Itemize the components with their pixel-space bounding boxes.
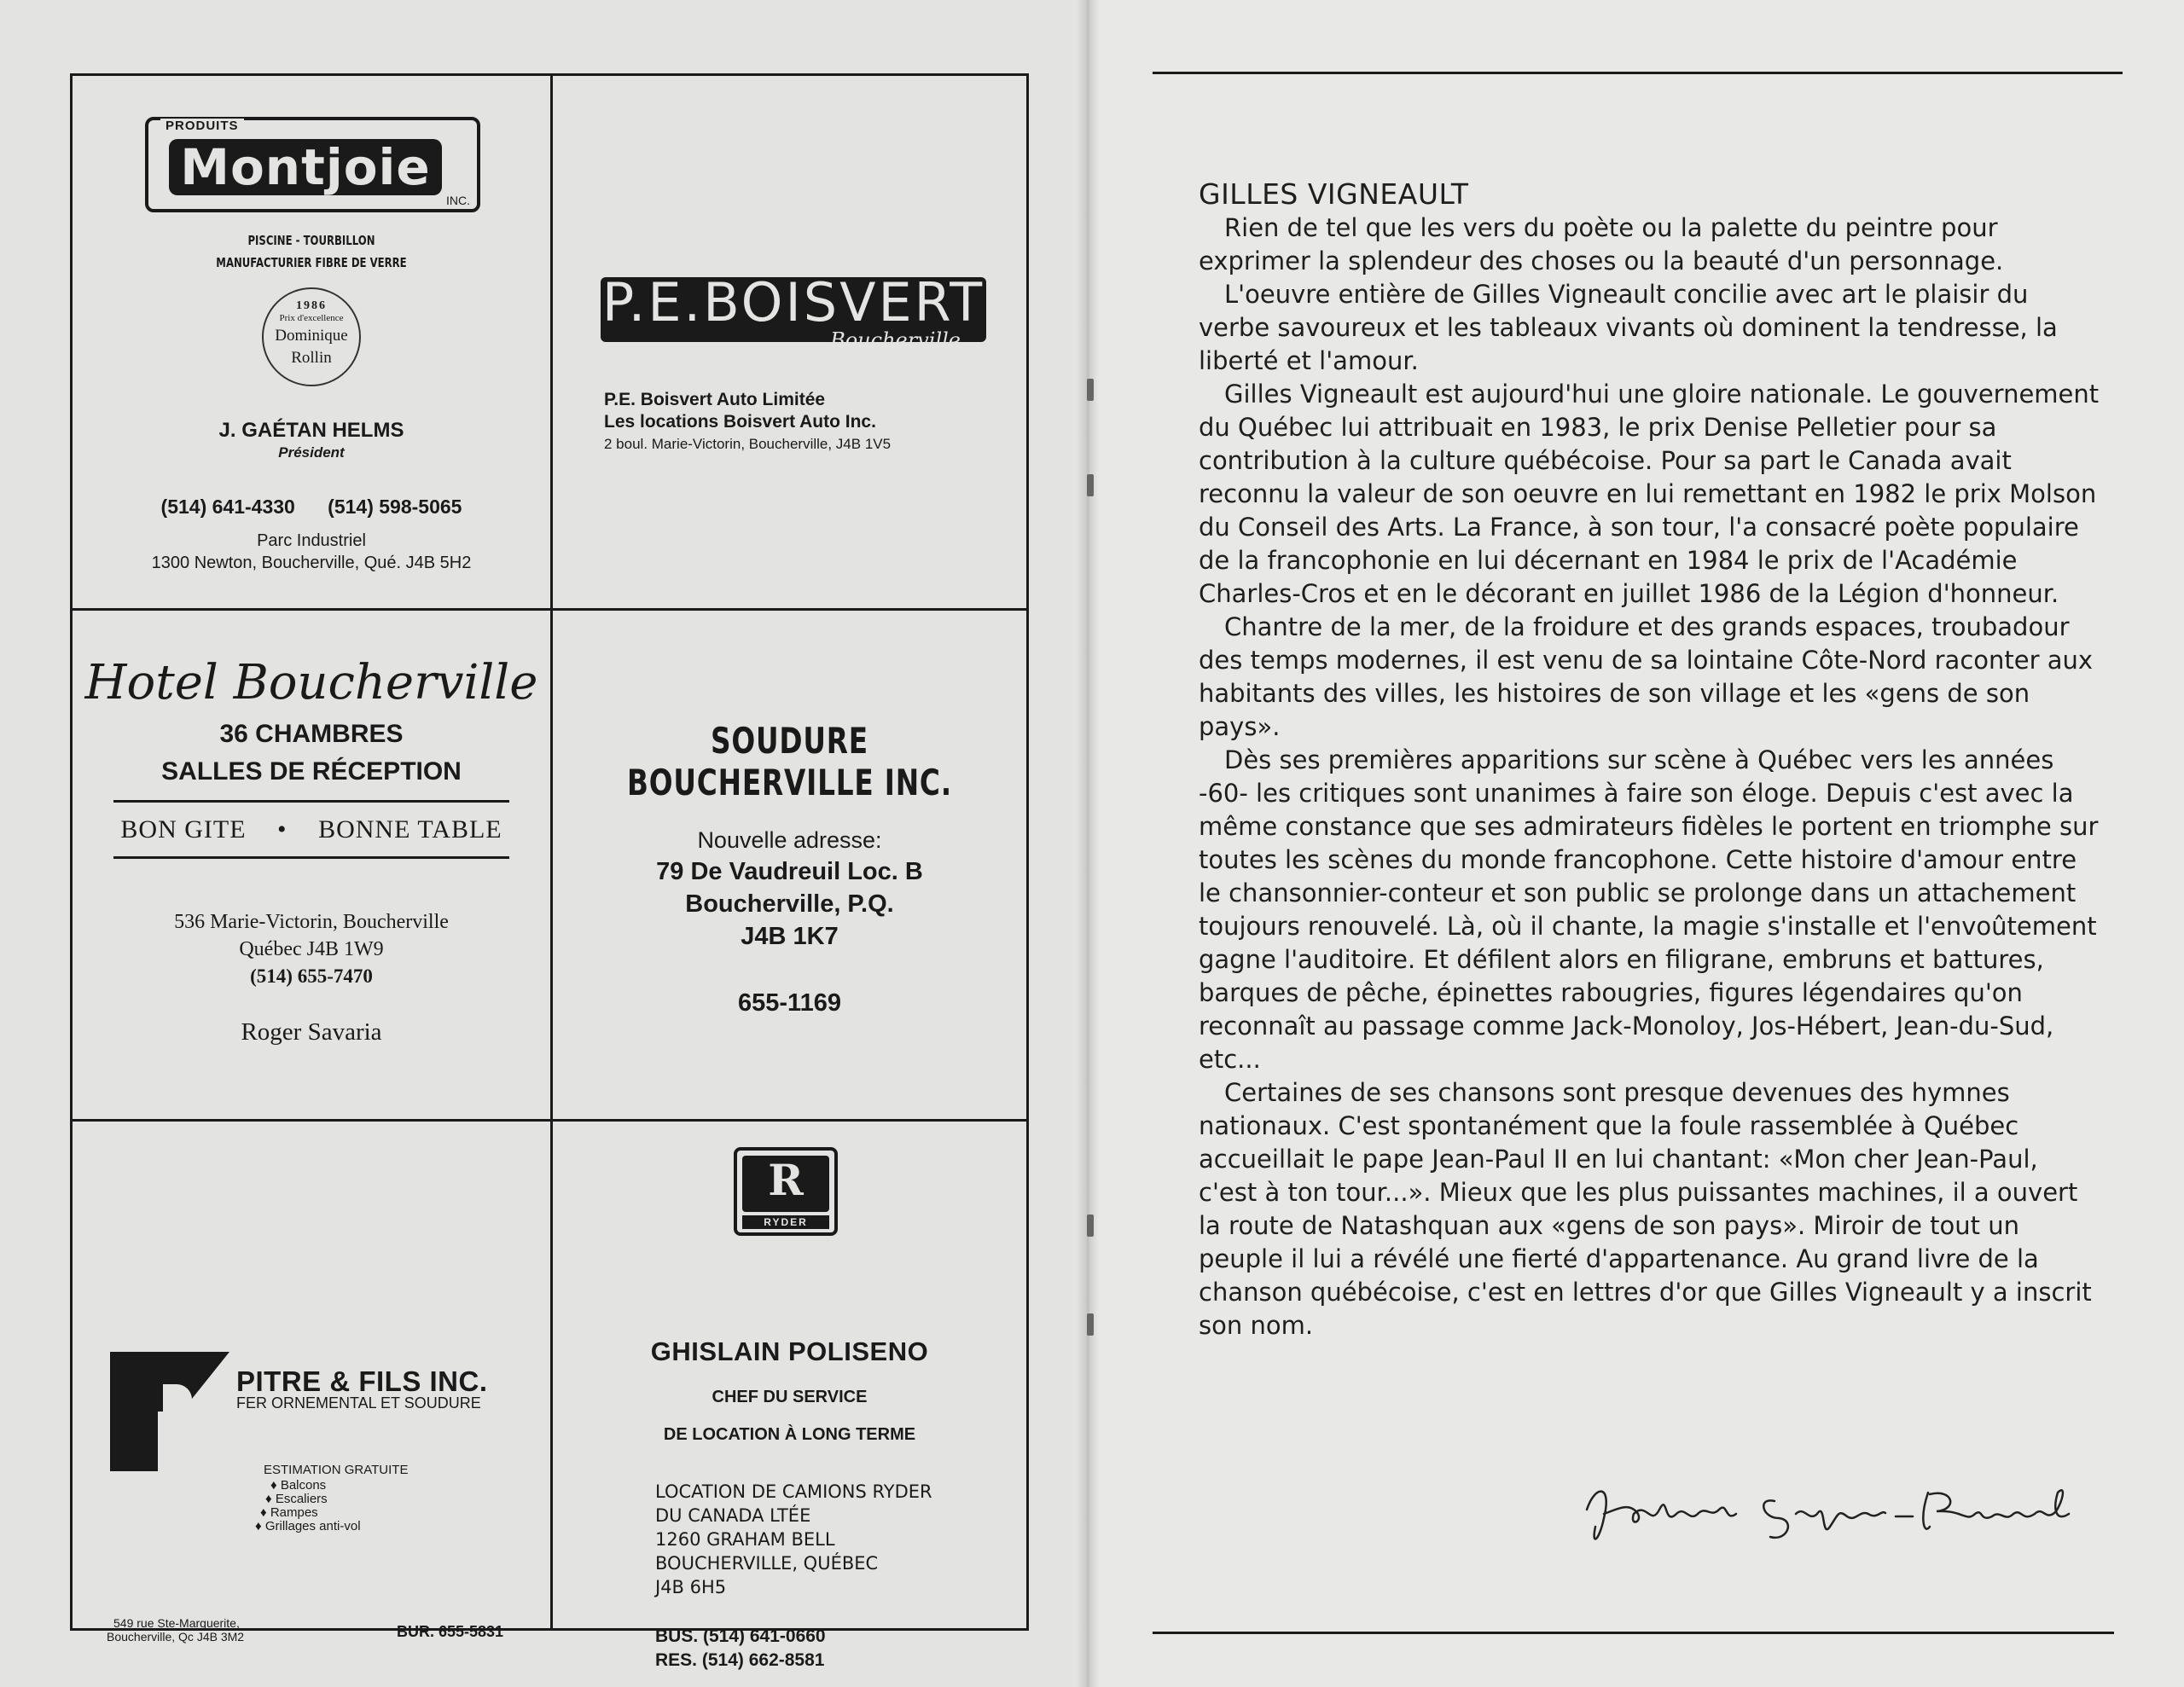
seal-prize: Prix d'excellence [279,313,344,323]
pitre-bur-phone: BUR. 655-5831 [397,1623,504,1640]
article-paragraph: Rien de tel que les vers du poète ou la palette du peintre pour exprimer la splendeur des choses ou la beauté d'un personnage. [1199,213,2004,275]
soudure-label: Nouvelle adresse: [697,827,882,853]
ad-boisvert [553,76,1026,608]
ad-montjoie [73,76,550,608]
staple [1087,474,1094,496]
montjoie-phones: (514) 641-4330 (514) 598-5065 [160,496,462,518]
boisvert-name: P.E.BOISVERT [601,271,985,333]
soudure-addr1: 79 De Vaudreuil Loc. B [656,858,923,885]
hotel-addr1: 536 Marie-Victorin, Boucherville [174,911,449,933]
ryder-addr-line: DU CANADA LTÉE [655,1505,811,1526]
hotel-bullet: • [277,815,288,844]
montjoie-addr1: Parc Industriel [257,531,366,550]
article-paragraph: L'oeuvre entière de Gilles Vigneault concilie avec art le plaisir du verbe savoureux et les tableaux vivants où dominent la tendresse, la liberté et l'amour. [1199,280,2058,375]
ryder-logo-letter: R [742,1156,829,1212]
hotel-line1: 36 CHAMBRES [219,720,404,748]
article-paragraph: Certaines de ses chansons sont presque devenues des hymnes nationaux. C'est spontanément que la foule rassemblée à Québec accueillait le pape Jean-Paul II en lui chantant: «Mon cher Jean-Paul, c'est à ton tour...». Mieux que les plus puissantes machines, il a ouvert la route de Natashquan aux «gens de son pays». Miroir de tout un peuple il lui a révélé une fierté d'appartenance. Au grand livre de la chanson québécoise, c'est en lettres d'or que Gilles Vigneault y a inscrit son nom. [1199,1078,2092,1340]
ryder-logo [734,1147,838,1236]
hotel-rule-top [113,800,509,803]
ryder-addr-line: 1260 GRAHAM BELL [655,1529,835,1550]
soudure-addr2: Boucherville, P.Q. [685,890,894,918]
hotel-gite-line [73,815,550,844]
montjoie-logo [145,117,480,212]
montjoie-inc: INC. [446,194,470,207]
pitre-item-rampes: ♦ Rampes [260,1505,318,1520]
ryder-address [655,1480,1129,1599]
left-page [0,0,1088,1687]
award-seal [262,287,361,386]
page-gutter [1077,0,1099,1687]
montjoie-addr2: 1300 Newton, Boucherville, Qué. J4B 5H2 [151,554,472,572]
hotel-line2: SALLES DE RÉCEPTION [161,757,462,786]
pitre-item-grillages: ♦ Grillages anti-vol [255,1519,361,1533]
ryder-bus-phone: BUS. (514) 641-0660 [655,1626,826,1646]
ryder-title1: CHEF DU SERVICE [712,1388,868,1406]
article-paragraph: Chantre de la mer, de la froidure et des grands espaces, troubadour des temps modernes, il est venu de sa lointaine Côte-Nord raconter aux habitants des villes, les histoires de son village et les «gens de son pays». [1199,612,2094,741]
ryder-addr-line: BOUCHERVILLE, QUÉBEC [655,1553,879,1574]
handwritten-signature [1578,1475,2090,1552]
pitre-item-escaliers: ♦ Escaliers [265,1492,328,1506]
montjoie-person: J. GAÉTAN HELMS [218,419,404,442]
article-paragraph: Gilles Vigneault est aujourd'hui une gloire nationale. Le gouvernement du Québec lui attribuait en 1983, le prix Denise Pelletier pour sa contribution à la culture québécoise. Pour sa part le Canada avait reconnu la valeur de son oeuvre en lui remettant en 1982 le prix Molson du Conseil des Arts. La France, à son tour, l'a consacré poète populaire de la francophonie en lui décernant en 1984 le prix de l'Académie Charles-Cros et en le décorant en juillet 1986 de la Légion d'honneur. [1199,380,2100,608]
article-title: GILLES VIGNEAULT [1199,177,1469,211]
ryder-logo-label: RYDER [742,1215,829,1229]
ad-grid [70,73,1029,1670]
staple [1087,379,1094,401]
soudure-name: SOUDURE BOUCHERVILLE INC. [627,720,952,803]
pitre-addr2: Boucherville, Qc J4B 3M2 [107,1630,245,1644]
staple [1087,1313,1094,1336]
ad-ryder [553,1122,1026,1670]
montjoie-produits: PRODUITS [160,119,244,133]
seal-name1: Dominique [275,327,348,345]
pitre-sub: FER ORNEMENTAL ET SOUDURE [236,1394,481,1412]
pitre-estimation: ESTIMATION GRATUITE [264,1463,409,1477]
seal-name2: Rollin [291,349,332,367]
hotel-name: Hotel Boucherville [84,655,538,710]
montjoie-name: Montjoie [169,139,442,195]
montjoie-title: Président [278,444,345,461]
ryder-addr-line: J4B 6H5 [655,1577,727,1597]
ryder-person: GHISLAIN POLISENO [650,1336,929,1366]
hotel-rule-bottom [113,856,509,859]
staple [1087,1215,1094,1237]
montjoie-line1: PISCINE - TOURBILLON [247,233,375,248]
top-rule [1153,72,2123,74]
soudure-phone: 655-1169 [738,989,841,1017]
hotel-person: Roger Savaria [241,1018,382,1046]
bottom-rule [1153,1632,2114,1634]
soudure-addr3: J4B 1K7 [741,923,839,950]
boisvert-addr: 2 boul. Marie-Victorin, Boucherville, J4B 1V5 [604,436,892,452]
montjoie-line2: MANUFACTURIER FIBRE DE VERRE [216,255,407,270]
hotel-gite: BON GITE [120,815,247,844]
pitre-logo-hole [163,1384,192,1417]
boisvert-logo [601,265,986,357]
ryder-addr-line: LOCATION DE CAMIONS RYDER [655,1481,932,1502]
ad-soudure-boucherville [553,611,1026,1119]
ryder-title2: DE LOCATION À LONG TERME [663,1425,916,1444]
article [1199,177,2103,1342]
pitre-logo [110,1352,229,1471]
seal-year: 1986 [296,299,327,312]
pitre-name: PITRE & FILS INC. [236,1365,488,1397]
ad-hotel-boucherville [73,611,550,1119]
hotel-addr2: Québec J4B 1W9 [239,938,384,960]
boisvert-sub: Boucherville [830,328,961,352]
ryder-res-phone: RES. (514) 662-8581 [655,1650,825,1670]
boisvert-line1: P.E. Boisvert Auto Limitée [604,390,826,409]
pitre-addr1: 549 rue Ste-Marguerite, [113,1616,240,1630]
hotel-phone: (514) 655-7470 [250,965,373,987]
pitre-item-balcons: ♦ Balcons [270,1478,327,1493]
hotel-table: BONNE TABLE [318,815,502,844]
boisvert-line2: Les locations Boisvert Auto Inc. [604,412,876,432]
article-paragraph: Dès ses premières apparitions sur scène à Québec vers les années -60- les critiques sont unanimes à faire son éloge. Depuis c'est avec la même constance que ses admirateurs fidèles le portent en triomphe sur toutes les scènes du monde francophone. Cette histoire d'amour entre le chansonnier-conteur et son public se prolonge dans un attachement toujours renouvelé. Là, où il chante, la magie s'installe et l'envoûtement gagne l'auditoire. Et défilent alors en filigrane, embruns et battures, barques de pêche, épinettes rabougries, figures légendaires qu'on reconnaît au passage comme Jack-Monoloy, Jos-Hébert, Jean-du-Sud, etc... [1199,745,2099,1074]
ad-pitre-fils [73,1122,550,1644]
